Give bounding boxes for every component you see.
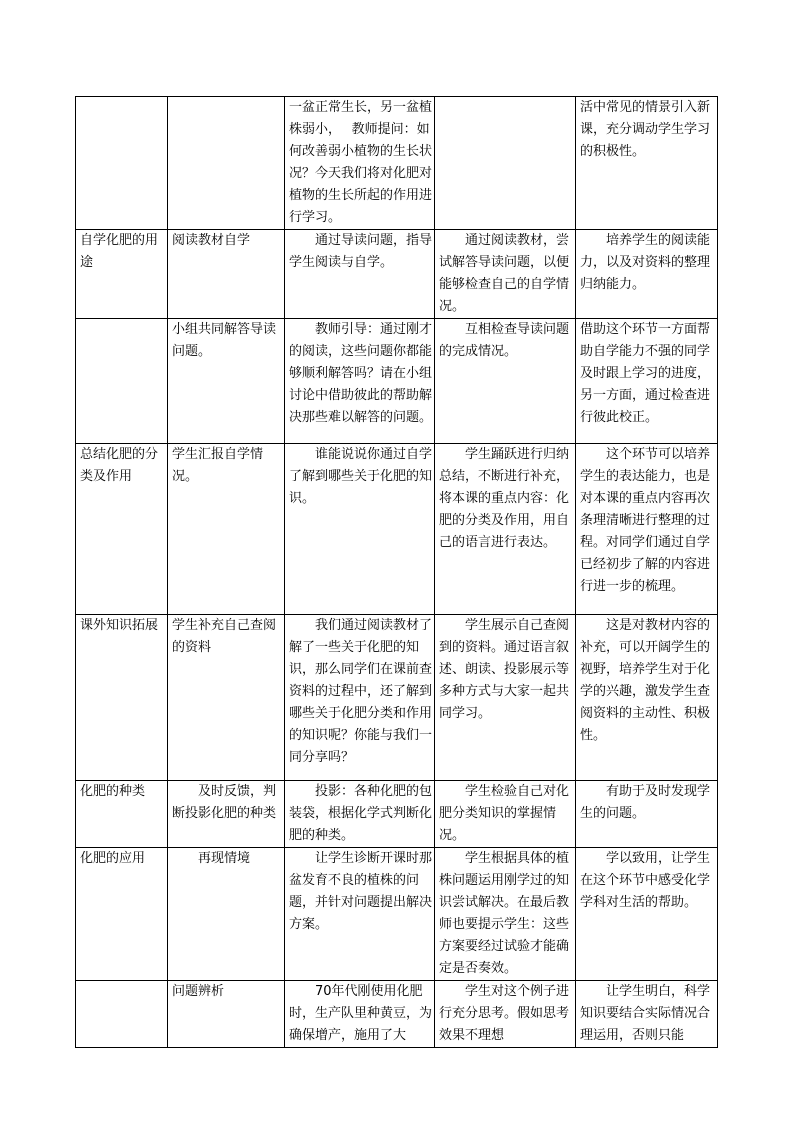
table-row (76, 97, 718, 230)
phase-cell (76, 319, 168, 444)
design-intent-cell: 有助于及时发现学生的问题。 (576, 781, 718, 848)
phase-cell: 自学化肥的用途 (76, 230, 168, 319)
lesson-plan-table (75, 96, 718, 1048)
teacher-activity-cell: 70年代刚使用化肥时，生产队里种黄豆，为确保增产，施用了大 (285, 981, 435, 1048)
teacher-activity-cell: 我们通过阅读教材了解了一些关于化肥的知识，那么同学们在课前查资料的过程中，还了解到哪些关于化肥分类和作用的知识呢？你能与我们一同分享吗？ (285, 615, 435, 781)
phase-cell: 化肥的种类 (76, 781, 168, 848)
table-row (76, 981, 718, 1048)
phase-cell (76, 97, 168, 230)
design-intent-cell: 活中常见的情景引入新课，充分调动学生学习的积极性。 (576, 97, 718, 230)
student-activity-cell: 学生踊跃进行归纳总结，不断进行补充，将本课的重点内容：化肥的分类及作用，用自己的语言进行表达。 (435, 444, 576, 615)
table-row (76, 848, 718, 981)
student-activity-cell: 互相检查导读问题的完成情况。 (435, 319, 576, 444)
activity-cell: 再现情境 (168, 848, 285, 981)
table-row (76, 444, 718, 615)
activity-cell: 阅读教材自学 (168, 230, 285, 319)
activity-cell: 学生汇报自学情况。 (168, 444, 285, 615)
design-intent-cell: 培养学生的阅读能力，以及对资料的整理归纳能力。 (576, 230, 718, 319)
table-row (76, 615, 718, 781)
teacher-activity-cell: 一盆正常生长，另一盆植株弱小， 教师提问：如何改善弱小植物的生长状况？今天我们将对化肥对植物的生长所起的作用进行学习。 (285, 97, 435, 230)
table-row (76, 781, 718, 848)
phase-cell: 化肥的应用 (76, 848, 168, 981)
student-activity-cell: 通过阅读教材，尝试解答导读问题，以便能够检查自己的自学情况。 (435, 230, 576, 319)
design-intent-cell: 借助这个环节一方面帮助自学能力不强的同学及时跟上学习的进度，另一方面，通过检查进行彼此校正。 (576, 319, 718, 444)
activity-cell (168, 97, 285, 230)
teacher-activity-cell: 谁能说说你通过自学了解到哪些关于化肥的知识。 (285, 444, 435, 615)
student-activity-cell (435, 97, 576, 230)
design-intent-cell: 这是对教材内容的补充，可以开阔学生的视野，培养学生对于化学的兴趣，激发学生查阅资料的主动性、积极性。 (576, 615, 718, 781)
student-activity-cell: 学生对这个例子进行充分思考。假如思考效果不理想 (435, 981, 576, 1048)
teacher-activity-cell: 让学生诊断开课时那盆发育不良的植株的问题，并针对问题提出解决方案。 (285, 848, 435, 981)
activity-cell: 小组共同解答导读问题。 (168, 319, 285, 444)
phase-cell (76, 981, 168, 1048)
student-activity-cell: 学生检验自己对化肥分类知识的掌握情况。 (435, 781, 576, 848)
design-intent-cell: 这个环节可以培养学生的表达能力，也是对本课的重点内容再次条理清晰进行整理的过程。对同学们通过自学已经初步了解的内容进行进一步的梳理。 (576, 444, 718, 615)
design-intent-cell: 学以致用，让学生在这个环节中感受化学学科对生活的帮助。 (576, 848, 718, 981)
activity-cell: 及时反馈，判断投影化肥的种类 (168, 781, 285, 848)
teacher-activity-cell: 投影：各种化肥的包装袋，根据化学式判断化肥的种类。 (285, 781, 435, 848)
student-activity-cell: 学生根据具体的植株问题运用刚学过的知识尝试解决。在最后教师也要提示学生：这些方案要经过试验才能确定是否奏效。 (435, 848, 576, 981)
table-row (76, 319, 718, 444)
teacher-activity-cell: 教师引导：通过刚才的阅读，这些问题你都能够顺利解答吗？请在小组讨论中借助彼此的帮助解决那些难以解答的问题。 (285, 319, 435, 444)
teacher-activity-cell: 通过导读问题，指导学生阅读与自学。 (285, 230, 435, 319)
design-intent-cell: 让学生明白，科学知识要结合实际情况合理运用，否则只能 (576, 981, 718, 1048)
phase-cell: 课外知识拓展 (76, 615, 168, 781)
student-activity-cell: 学生展示自己查阅到的资料。通过语言叙述、朗读、投影展示等多种方式与大家一起共同学习。 (435, 615, 576, 781)
table-row (76, 230, 718, 319)
activity-cell: 问题辨析 (168, 981, 285, 1048)
activity-cell: 学生补充自己查阅的资料 (168, 615, 285, 781)
phase-cell: 总结化肥的分类及作用 (76, 444, 168, 615)
